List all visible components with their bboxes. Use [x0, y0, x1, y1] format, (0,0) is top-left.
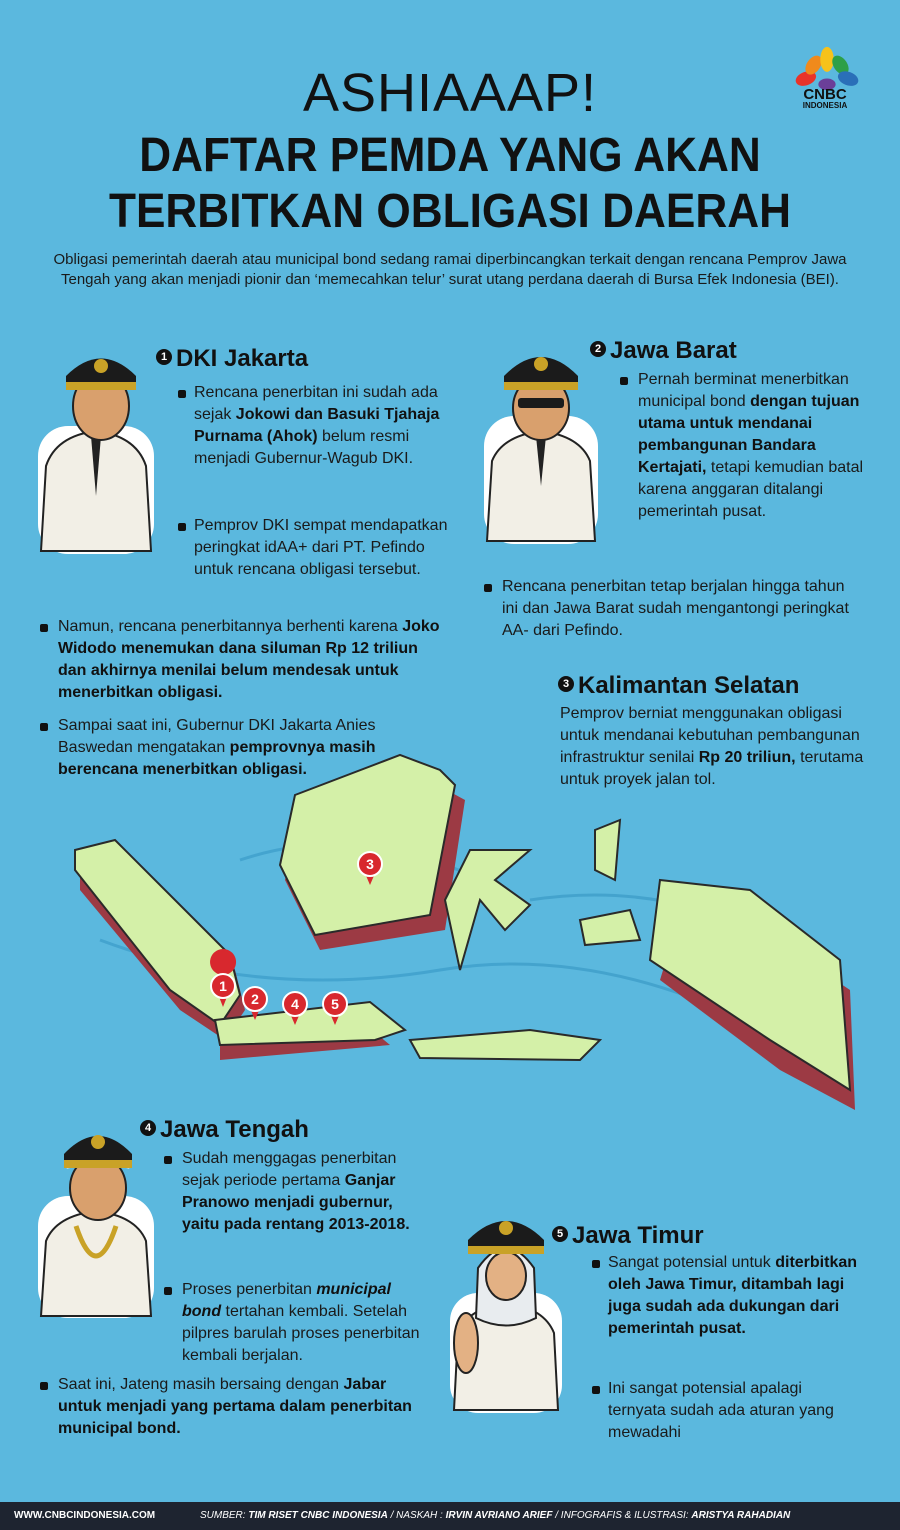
- halmahera: [595, 820, 620, 880]
- title-line-1: ASHIAAAP!: [302, 63, 598, 123]
- portrait-dki-governor: [36, 336, 156, 556]
- bullet-icon: [178, 523, 186, 531]
- dki-bullet-1: Rencana penerbitan ini sudah ada sejak Jokowi dan Basuki Tjahaja Purnama (Ahok) belum resmi menjadi Gubernur-Wagub DKI.: [194, 384, 440, 467]
- section-2-number: 2: [590, 341, 606, 357]
- portrait-jateng-governor: [36, 1116, 156, 1321]
- section-5-title-text: Jawa Timur: [572, 1222, 704, 1249]
- bullet-icon: [40, 723, 48, 731]
- dki-bullet-3: Namun, rencana penerbitannya berhenti karena Joko Widodo menemukan dana siluman Rp 12 triliun dan akhirnya menilai belum mendesak untuk menerbitkan obligasi.: [58, 618, 440, 701]
- section-4-title-text: Jawa Tengah: [160, 1116, 309, 1143]
- section-3-title: [558, 672, 799, 700]
- cnbc-logo-text: CNBC: [803, 86, 847, 103]
- pin-3-label: 3: [366, 856, 374, 872]
- intro-paragraph: Obligasi pemerintah daerah atau municipal bond sedang ramai diperbincangkan terkait dengan rencana Pemprov Jawa Tengah yang akan menjadi pionir dan ‘memecahkan telur’ surat utang perdana daerah di Bursa Efek Indonesia (BEI).: [53, 251, 847, 288]
- pin-2-label: 2: [251, 991, 259, 1007]
- section-3-title-text: Kalimantan Selatan: [578, 672, 800, 699]
- footer-bar: [0, 1502, 900, 1530]
- jateng-bullet-3: Saat ini, Jateng masih bersaing dengan Jabar untuk menjadi yang pertama dalam penerbitan municipal bond.: [58, 1376, 412, 1437]
- portrait-jabar-governor: [482, 336, 600, 546]
- jateng-bullet-2: Proses penerbitan municipal bond tertahan kembali. Setelah pilpres barulah proses penerbitan kembali berjalan.: [182, 1281, 420, 1364]
- bullet-icon: [484, 584, 492, 592]
- bullet-icon: [164, 1156, 172, 1164]
- bullet-icon: [40, 624, 48, 632]
- footer-site-link[interactable]: WWW.CNBCINDONESIA.COM: [14, 1510, 156, 1521]
- jabar-bullet-2: Rencana penerbitan tetap berjalan hingga tahun ini dan Jawa Barat sudah mengantongi peringkat AA- dari Pefindo.: [502, 578, 849, 639]
- section-5-number: 5: [552, 1226, 568, 1242]
- section-4-number: 4: [140, 1120, 156, 1136]
- pin-5-label: 5: [331, 996, 339, 1012]
- jatim-bullet-1: Sangat potensial untuk diterbitkan oleh Jawa Timur, ditambah lagi juga sudah ada dukungan dari pemerintah pusat.: [608, 1254, 858, 1337]
- section-1-title: [156, 345, 308, 373]
- dki-bullet-2: Pemprov DKI sempat mendapatkan peringkat idAA+ dari PT. Pefindo untuk rencana obligasi tersebut.: [194, 517, 448, 578]
- dki-bullet-4: Sampai saat ini, Gubernur DKI Jakarta Anies Baswedan mengatakan pemprovnya masih berencana menerbitkan obligasi.: [58, 717, 376, 778]
- kalimantan: [280, 755, 455, 935]
- bullet-icon: [40, 1382, 48, 1390]
- bullet-icon: [164, 1287, 172, 1295]
- cnbc-logo-sub: INDONESIA: [802, 101, 848, 110]
- section-2-title: [590, 337, 737, 365]
- section-2-title-text: Jawa Barat: [610, 337, 737, 364]
- pin-4-label: 4: [291, 996, 299, 1012]
- jateng-bullet-1: Sudah menggagas penerbitan sejak periode pertama Ganjar Pranowo menjadi gubernur, yaitu pada rentang 2013-2018.: [182, 1150, 410, 1233]
- portrait-jatim-governor: [446, 1198, 564, 1416]
- cnbc-peacock-icon: [792, 44, 862, 92]
- section-3-number: 3: [558, 676, 574, 692]
- section-5-title: [552, 1222, 704, 1250]
- bullet-icon: [178, 390, 186, 398]
- section-1-title-text: DKI Jakarta: [176, 345, 309, 372]
- title-line-2: DAFTAR PEMDA YANG AKAN: [139, 129, 761, 182]
- title-line-3: TERBITKAN OBLIGASI DAERAH: [108, 185, 792, 238]
- sumatra: [75, 840, 240, 1025]
- pin-1-label: 1: [219, 978, 227, 994]
- jabar-bullet-1: Pernah berminat menerbitkan municipal bond dengan tujuan utama untuk mendanai pembangunan Bandara Kertajati, tetapi kemudian batal karena anggaran ditalangi pemerintah pusat.: [638, 371, 864, 520]
- bullet-icon: [620, 377, 628, 385]
- section-1-number: 1: [156, 349, 172, 365]
- kalsel-paragraph: Pemprov berniat menggunakan obligasi untuk mendanai kebutuhan pembangunan infrastruktur senilai Rp 20 triliun, terutama untuk proyek jalan tol.: [560, 705, 864, 788]
- maluku: [580, 910, 640, 945]
- indonesia-map: [60, 740, 870, 1120]
- sulawesi: [445, 850, 530, 970]
- footer-credits: SUMBER: TIM RISET CNBC INDONESIA / NASKAH : IRVIN AVRIANO ARIEF / INFOGRAFIS & ILUSTRASI: ARISTYA RAHADIAN: [200, 1510, 791, 1521]
- nusa-tenggara: [410, 1030, 600, 1060]
- bullet-icon: [592, 1260, 600, 1268]
- bullet-icon: [592, 1386, 600, 1394]
- section-4-title: [140, 1116, 309, 1144]
- jatim-bullet-2: Ini sangat potensial apalagi ternyata sudah ada aturan yang mewadahi: [608, 1380, 834, 1441]
